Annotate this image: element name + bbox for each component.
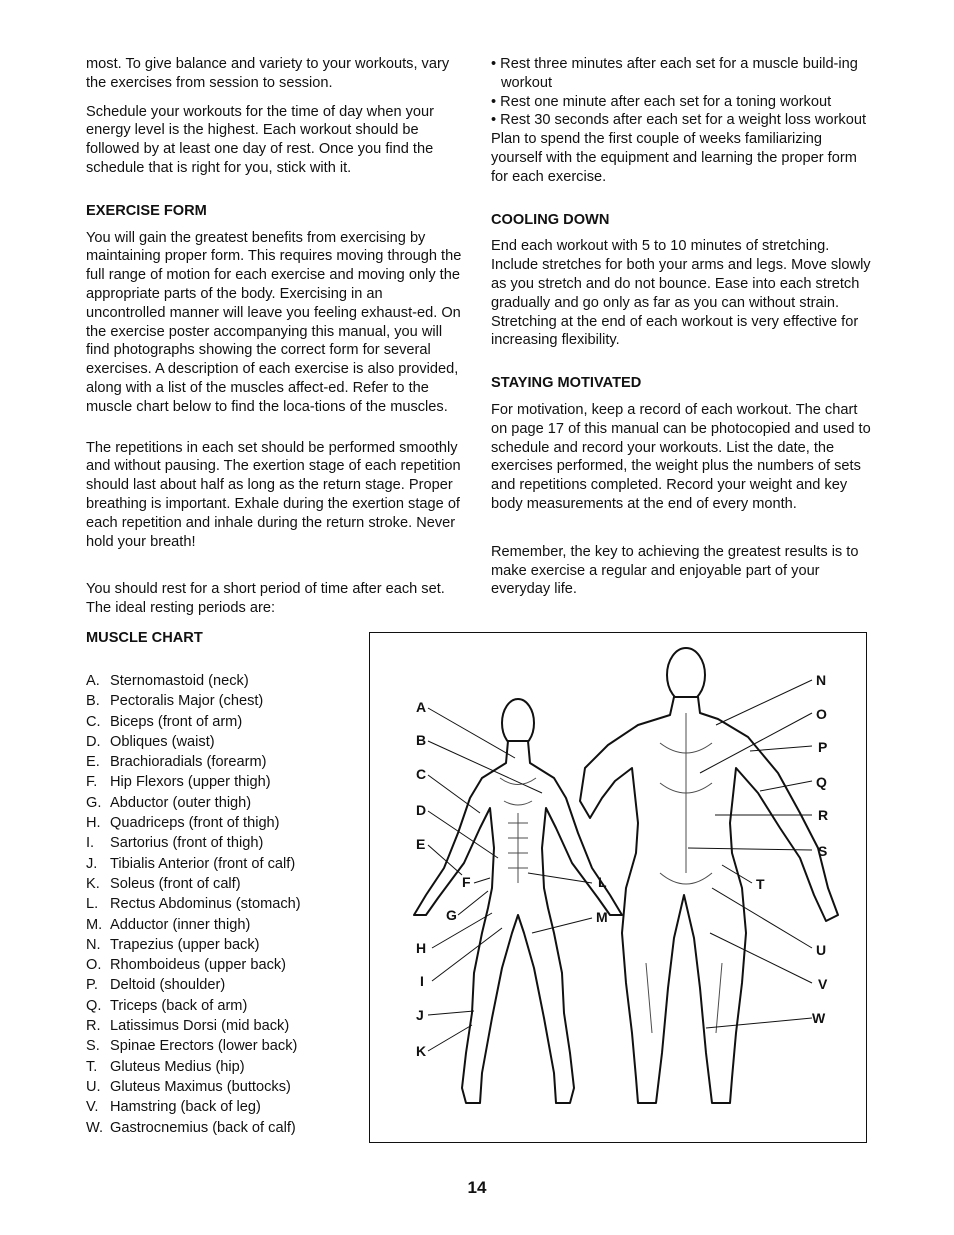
right-column <box>491 55 876 609</box>
list-item: D. Obliques (waist) <box>86 733 215 750</box>
list-item: G. Abductor (outer thigh) <box>86 794 252 811</box>
label-d: D <box>416 802 427 818</box>
page-number: 14 <box>467 1178 487 1197</box>
list-item: H. Quadriceps (front of thigh) <box>86 815 280 832</box>
label-i: I <box>420 973 424 989</box>
list-item: V. Hamstring (back of leg) <box>86 1099 261 1116</box>
label-m: M <box>596 909 608 925</box>
label-s: S <box>818 843 828 859</box>
paragraph: Plan to spend the first couple of weeks familiarizing yourself with the equipment and learning the proper form for each exercise. <box>491 131 857 185</box>
heading-exercise-form: EXERCISE FORM <box>86 202 207 219</box>
label-g: G <box>446 907 457 923</box>
heading-cooling-down: COOLING DOWN <box>491 211 610 228</box>
list-item: U. Gluteus Maximus (buttocks) <box>86 1078 291 1095</box>
label-n: N <box>816 672 827 688</box>
list-item: P. Deltoid (shoulder) <box>86 977 226 994</box>
rest-period-list <box>491 55 876 130</box>
list-item: E. Brachioradials (forearm) <box>86 754 267 771</box>
muscle-list <box>86 671 301 1138</box>
paragraph: You should rest for a short period of time after each set. The ideal resting periods are: <box>86 581 445 617</box>
label-a: A <box>416 699 427 715</box>
label-c: C <box>416 766 427 782</box>
list-item: B. Pectoralis Major (chest) <box>86 693 264 710</box>
list-item: • Rest 30 seconds after each set for a weight loss workout <box>491 111 876 130</box>
label-f: F <box>462 874 471 890</box>
list-item: L. Rectus Abdominus (stomach) <box>86 896 301 913</box>
muscle-figures <box>370 633 868 1144</box>
label-k: K <box>416 1043 427 1059</box>
paragraph: For motivation, keep a record of each workout. The chart on page 17 of this manual can be photocopied and used to schedule and record your workouts. List the date, the exercises performed, the weight plus the numbers of sets and repetitions completed. Record your weight and key body measurements at the end of every month. <box>491 401 871 512</box>
list-item: R. Latissimus Dorsi (mid back) <box>86 1018 290 1035</box>
paragraph: Schedule your workouts for the time of day when your energy level is the highest. Each workout should be followed by at least one day of rest. Once you find the schedule that is right for you, stick with it. <box>86 103 434 176</box>
label-o: O <box>816 706 827 722</box>
list-item: W. Gastrocnemius (back of calf) <box>86 1119 296 1136</box>
list-item: S. Spinae Erectors (lower back) <box>86 1038 298 1055</box>
label-j: J <box>416 1007 424 1023</box>
label-u: U <box>816 942 827 958</box>
label-v: V <box>818 976 828 992</box>
list-item: J. Tibialis Anterior (front of calf) <box>86 855 296 872</box>
label-q: Q <box>816 774 827 790</box>
list-item: F. Hip Flexors (upper thigh) <box>86 774 271 791</box>
paragraph: You will gain the greatest benefits from exercising by maintaining proper form. This requires moving through the full range of motion for each exercise and moving only the appropriate parts of the body. Exercising in an uncontrolled manner will leave you feeling exhaust-ed. On the exercise poster accompanying this manual, you will find photographs showing the correct form for several exercises. A description of each exercise is also provided, along with a list of the muscles affect-ed. Refer to the muscle chart below to find the loca-tions of the muscles. <box>86 229 462 415</box>
list-item: N. Trapezius (upper back) <box>86 936 260 953</box>
label-b: B <box>416 732 427 748</box>
paragraph: End each workout with 5 to 10 minutes of stretching. Include stretches for both your arms and legs. Move slowly as you stretch and do not bounce. Ease into each stretch gradually and go only as far as you can without strain. Stretching at the end of each workout is very effective for increasing flexibility. <box>491 238 871 349</box>
label-w: W <box>812 1010 826 1026</box>
list-item: M. Adductor (inner thigh) <box>86 916 251 933</box>
label-p: P <box>818 739 828 755</box>
list-item: C. Biceps (front of arm) <box>86 713 243 730</box>
label-e: E <box>416 836 426 852</box>
label-r: R <box>818 807 829 823</box>
list-item: T. Gluteus Medius (hip) <box>86 1058 245 1075</box>
label-h: H <box>416 940 427 956</box>
list-item: Q. Triceps (back of arm) <box>86 997 248 1014</box>
label-l: L <box>598 874 607 890</box>
muscle-diagram <box>369 632 867 1143</box>
paragraph: most. To give balance and variety to your workouts, vary the exercises from session to session. <box>86 56 450 91</box>
list-item: • Rest one minute after each set for a toning workout <box>491 93 876 112</box>
label-t: T <box>756 876 765 892</box>
left-column <box>86 55 466 628</box>
muscle-chart-title: MUSCLE CHART <box>86 630 203 646</box>
list-item: A. Sternomastoid (neck) <box>86 673 249 689</box>
list-item: • Rest three minutes after each set for a muscle build-ing workout <box>491 55 876 93</box>
paragraph: The repetitions in each set should be performed smoothly and without pausing. The exertion stage of each repetition should last about half as long as the return stage. Proper breathing is important. Exhale during the exertion stage of each repetition and inhale during the return stroke. Never hold your breath! <box>86 439 461 550</box>
list-item: O. Rhomboideus (upper back) <box>86 957 287 974</box>
list-item: K. Soleus (front of calf) <box>86 875 241 892</box>
paragraph: Remember, the key to achieving the greatest results is to make exercise a regular and enjoyable part of your everyday life. <box>491 543 859 598</box>
list-item: I. Sartorius (front of thigh) <box>86 835 264 852</box>
front-figure <box>414 699 622 1103</box>
heading-staying-motivated: STAYING MOTIVATED <box>491 375 642 392</box>
